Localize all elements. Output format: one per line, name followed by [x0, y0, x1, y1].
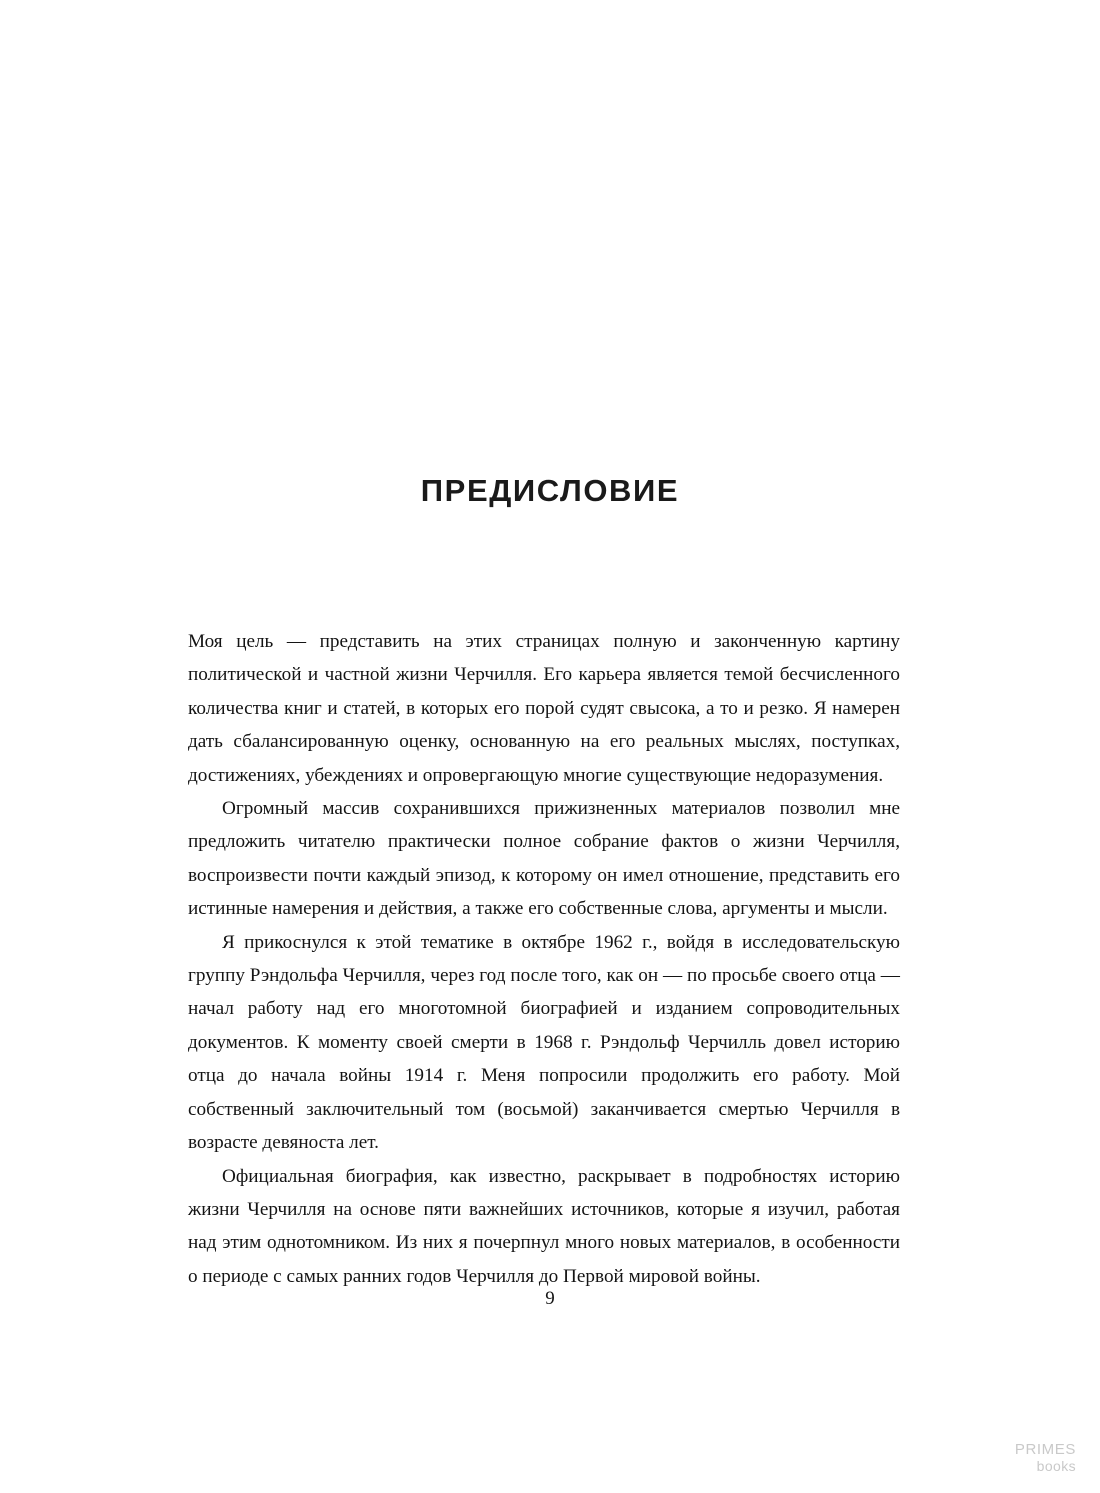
page-number: 9 [545, 1288, 555, 1309]
page-title: ПРЕДИСЛОВИЕ [420, 472, 680, 508]
body-text [188, 625, 900, 1293]
paragraph: Моя цель — представить на этих страницах полную и законченную картину политической и частной жизни Черчилля. Его карьера является темой бесчисленного количества книг и статей, в которых его порой судят свысока, а то и резко. Я намерен дать сбалансированную оценку, основанную на его реальных мыслях, поступках, достижениях, убеждениях и опровергающую многие существующие недоразумения. [188, 631, 900, 786]
watermark [1015, 1441, 1076, 1475]
paragraph: Огромный массив сохранившихся прижизненных материалов позволил мне предложить читателю практически полное собрание фактов о жизни Черчилля, воспроизвести почти каждый эпизод, к которому он имел отношение, представить его истинные намерения и действия, а также его собственные слова, аргументы и мысли. [188, 798, 900, 920]
watermark-primary: PRIMES [1014, 1441, 1076, 1458]
paragraph: Официальная биография, как известно, раскрывает в подробностях историю жизни Черчилля на основе пяти важнейших источников, которые я изучил, работая над этим однотомником. Из них я почерпнул много новых материалов, в особенности о периоде с самых ранних годов Черчилля до Первой мировой войны. [188, 1165, 900, 1287]
watermark-secondary: books [1036, 1458, 1076, 1474]
paragraph: Я прикоснулся к этой тематике в октябре 1962 г., войдя в исследовательскую группу Рэндольфа Черчилля, через год после того, как он — по просьбе своего отца — начал работу над его многотомной биографией и изданием сопроводительных документов. К моменту своей смерти в 1968 г. Рэндольф Черчилль довел историю отца до начала войны 1914 г. Меня попросили продолжить его работу. Мой собственный заключительный том (восьмой) заканчивается смертью Черчилля в возрасте девяноста лет. [188, 931, 900, 1154]
